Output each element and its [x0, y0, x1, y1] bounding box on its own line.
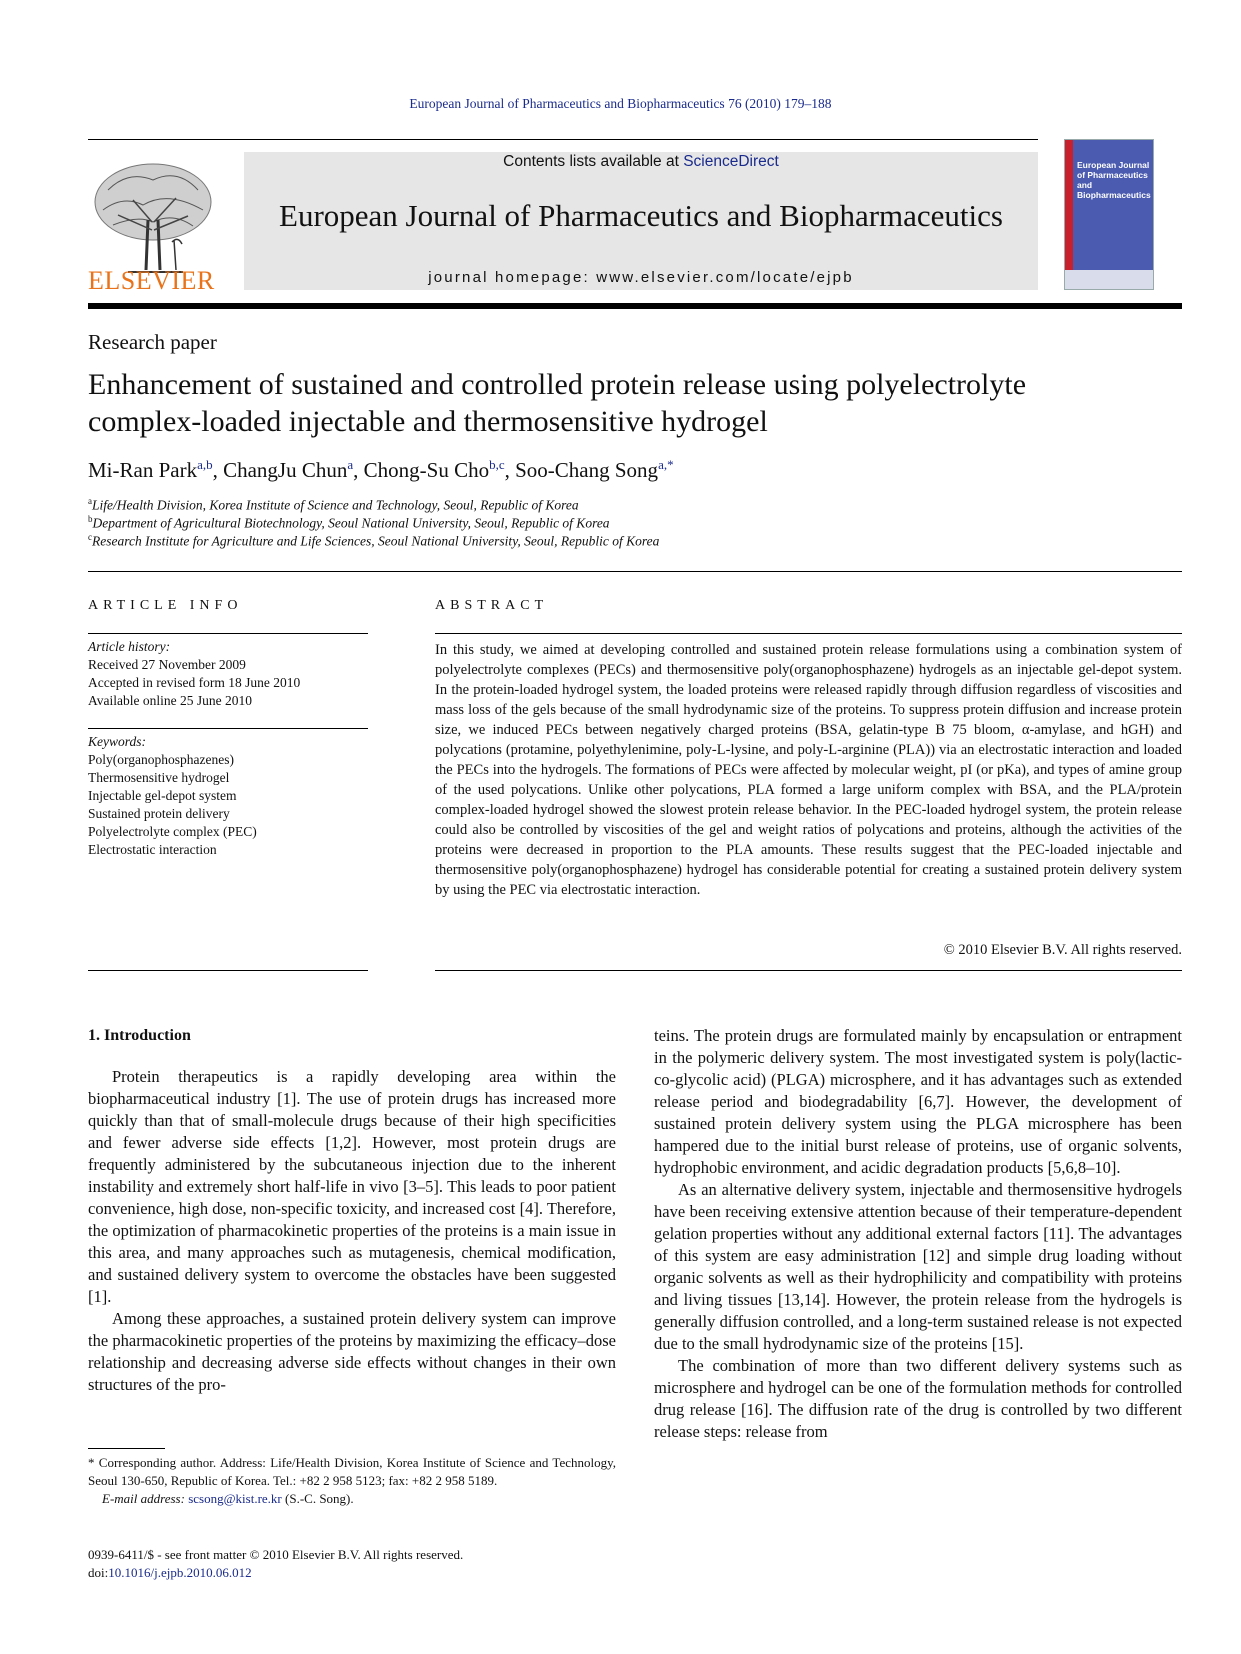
affil-mark: b [88, 514, 93, 524]
sciencedirect-link[interactable]: ScienceDirect [683, 153, 779, 170]
affil-mark: c [88, 532, 92, 542]
received-date: Received 27 November 2009 [88, 657, 246, 672]
cover-title: European Journal of Pharmaceutics and Biopharmaceutics [1077, 160, 1151, 200]
contents-prefix: Contents lists available at [503, 153, 684, 170]
author-name: Mi-Ran Park [88, 458, 198, 482]
journal-banner [244, 152, 1038, 290]
elsevier-logo-text: ELSEVIER [88, 266, 215, 295]
keywords-label: Keywords: [88, 734, 146, 749]
affil-text: Department of Agricultural Biotechnology, Seoul National University, Seoul, Republic of Korea [92, 515, 610, 531]
accepted-date: Accepted in revised form 18 June 2010 [88, 675, 301, 690]
affiliation-b [88, 514, 610, 532]
intro-paragraph: Among these approaches, a sustained protein delivery system can improve the pharmacokinetic properties of the proteins by maximizing the efficacy–dose relationship and decreasing adverse side effects without changes in their own structures of the pro- [88, 1309, 616, 1394]
top-rule [88, 139, 1038, 140]
abstract-bottom-rule [435, 970, 1182, 971]
doi-link[interactable]: 10.1016/j.ejpb.2010.06.012 [108, 1565, 252, 1580]
author-name: Soo-Chang Song [515, 458, 659, 482]
introduction-heading: 1. Introduction [88, 1027, 191, 1044]
intro-paragraph: teins. The protein drugs are formulated mainly by encapsulation or entrapment in the polymeric delivery system. The most investigated system is poly(lactic-co-glycolic acid) (PLGA) microsphere, and it has advantages such as extended release period and biodegradability [6,7]. However, the development of sustained protein delivery system using the PLGA microsphere has been hampered due to the initial burst release of proteins, use of organic solvents, hydrophobic environment, and acidic degradation products [5,6,8–10]. [654, 1026, 1182, 1177]
keywords-rule [88, 728, 368, 729]
keyword-item: Electrostatic interaction [88, 842, 217, 857]
journal-homepage[interactable]: journal homepage: www.elsevier.com/locate/ejpb [428, 269, 854, 286]
footnote-rule [88, 1448, 165, 1449]
journal-name: European Journal of Pharmaceutics and Biopharmaceutics [279, 198, 1003, 233]
affiliation-c [88, 532, 659, 550]
abstract-text: In this study, we aimed at developing controlled and sustained protein release formulations using a combination system of polyelectrolyte complexes (PECs) and thermosensitive poly(organophosphazene) hydrogels as an injectable gel-depot system. In the protein-loaded hydrogel system, the loaded proteins were released rapidly through diffusion regardless of viscosities and mass loss of the gels because of the small hydrodynamic size of the proteins. To suppress protein diffusion and increase protein size, we induced PECs between negatively charged proteins (BSA, gelatin-type B 75 bloom, α-amylase, and hGH) and polycations (protamine, polyethylenimine, poly-L-lysine, and poly-L-arginine (PLA)) via an electrostatic interaction and loaded the PECs into the hydrogels. The formations of PECs were affected by molecular weight, pI (or pKa), and types of amine group of the used polycations. Unlike other polycations, PLA formed a large uniform complex with BSA, and the PLA/protein complex-loaded hydrogel showed the slowest protein release behavior. In the PEC-loaded hydrogel system, the protein release could also be controlled by viscosities of the gel and weight ratios of polycations and proteins, although the activities of the proteins were decreased in proportion to the PLA amounts. These results suggest that the PEC-loaded injectable and thermosensitive poly(organophosphazene) hydrogel has considerable potential for creating a sustained protein delivery system by using the PEC via electrostatic interaction. [435, 642, 1182, 898]
cover-footer [1065, 270, 1153, 290]
affil-mark: a [88, 496, 92, 506]
front-matter-info [88, 1546, 463, 1582]
author-affil-mark[interactable]: a,* [658, 457, 674, 472]
intro-paragraph: As an alternative delivery system, injectable and thermosensitive hydrogels have been receiving extensive attention because of their temperature-dependent gelation properties without any additional external factors [11]. The advantages of this system are easy administration [12] and simple drug loading without organic solvents as well as their hydrophilicity and compatibility with proteins and living tissues [13,14]. However, the protein release from the hydrogels is generally diffusion controlled, and a long-term sustained release is not expected due to the small hydrodynamic size of the proteins [15]. [654, 1180, 1182, 1353]
intro-right-column [654, 1025, 1182, 1443]
online-date: Available online 25 June 2010 [88, 693, 252, 708]
keyword-item: Thermosensitive hydrogel [88, 770, 230, 785]
abstract-copyright: © 2010 Elsevier B.V. All rights reserved. [943, 942, 1182, 958]
affil-rule [88, 571, 1182, 572]
corresponding-author-note [88, 1454, 616, 1508]
affil-text: Research Institute for Agriculture and Life Sciences, Seoul National University, Seoul, Republic of Korea [92, 533, 660, 549]
author-name: ChangJu Chun [223, 458, 348, 482]
intro-left-column [88, 1066, 616, 1396]
author-affil-mark[interactable]: a,b [197, 457, 213, 472]
email-line [88, 1490, 616, 1508]
author-affil-mark[interactable]: b,c [489, 457, 505, 472]
email-label: E-mail address: [102, 1491, 189, 1506]
intro-paragraph: The combination of more than two different delivery systems such as microsphere and hydrogel can be one of the formulation methods for controlled drug release [16]. The diffusion rate of the drug is controlled by two different release steps: release from [654, 1356, 1182, 1441]
article-title [88, 366, 1188, 440]
paper-type: Research paper [88, 330, 217, 354]
issn-line: 0939-6411/$ - see front matter © 2010 Elsevier B.V. All rights reserved. [88, 1547, 464, 1562]
journal-cover-image [1064, 139, 1154, 290]
cover-strip [1065, 140, 1073, 289]
title-line-2: complex-loaded injectable and thermosensitive hydrogel [88, 405, 768, 438]
contents-available [244, 152, 1038, 171]
article-info-heading: ARTICLE INFO [88, 598, 243, 613]
abstract-heading: ABSTRACT [435, 598, 549, 613]
abstract-rule [435, 633, 1182, 634]
doi-label: doi: [88, 1565, 109, 1580]
affil-text: Life/Health Division, Korea Institute of Science and Technology, Seoul, Republic of Korea [92, 497, 579, 513]
title-line-1: Enhancement of sustained and controlled protein release using polyelectrolyte [88, 368, 1027, 401]
author-list: Mi-Ran Park$^{a,b}$, ChangJu Chun$^a$, Chong-Su Cho$^{b,c}$, Soo-Chang Song$^{a,*}$ [88, 457, 674, 482]
article-history [88, 638, 300, 710]
email-link[interactable]: scsong@kist.re.kr [188, 1491, 282, 1506]
journal-citation[interactable]: European Journal of Pharmaceutics and Biopharmaceutics 76 (2010) 179–188 [409, 96, 832, 111]
affiliation-a [88, 496, 579, 514]
intro-paragraph: Protein therapeutics is a rapidly developing area within the biopharmaceutical industry [1]. The use of protein drugs has increased more quickly than that of small-molecule drugs because of their high specificities and fewer adverse side effects [1,2]. However, most protein drugs are frequently administered by the subcutaneous injection due to the inherent instability and extremely short half-life in vivo [3–5]. This leads to poor patient convenience, high dose, non-specific toxicity, and increased cost [4]. Therefore, the optimization of pharmacokinetic properties of the proteins is a main issue in this area, and many approaches such as mutagenesis, chemical modification, and sustained delivery system to overcome the obstacles have been suggested [1]. [88, 1067, 616, 1306]
author-name: Chong-Su Cho [363, 458, 490, 482]
thick-rule [88, 303, 1182, 309]
keyword-item: Injectable gel-depot system [88, 788, 237, 803]
history-label: Article history: [88, 639, 171, 654]
info-bottom-rule [88, 970, 368, 971]
keyword-item: Sustained protein delivery [88, 806, 230, 821]
keywords-block [88, 733, 257, 859]
article-info-rule [88, 633, 368, 634]
keyword-item: Poly(organophosphazenes) [88, 752, 234, 767]
doi-line [88, 1564, 463, 1582]
author-affil-mark[interactable]: a [347, 457, 354, 472]
keyword-item: Polyelectrolyte complex (PEC) [88, 824, 257, 839]
email-suffix: (S.-C. Song). [281, 1491, 354, 1506]
corresponding-text: * Corresponding author. Address: Life/Health Division, Korea Institute of Science and Technology, Seoul 130-650, Republic of Korea. Tel.: +82 2 958 5123; fax: +82 2 958 5189. [88, 1455, 616, 1488]
